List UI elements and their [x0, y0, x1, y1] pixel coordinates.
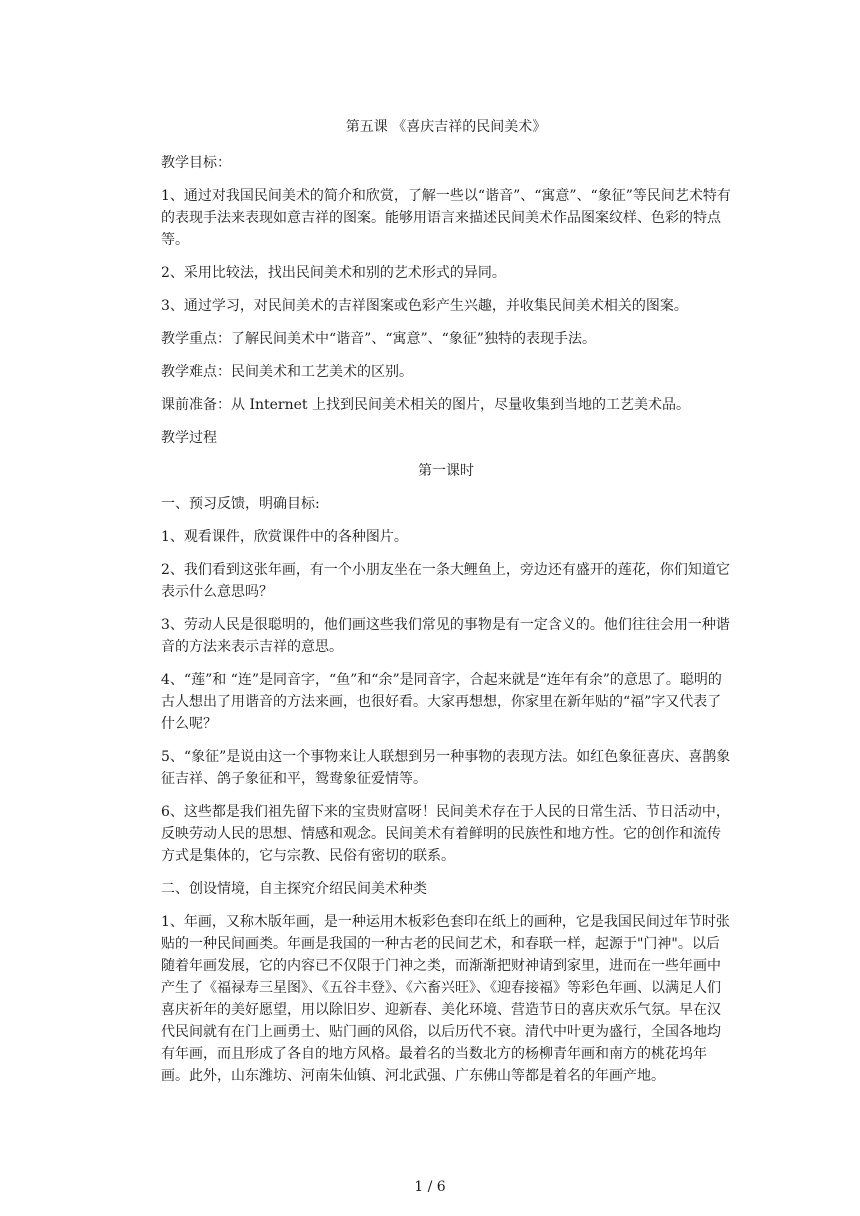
- paragraph-step-2: 2、我们看到这张年画，有一个小朋友坐在一条大鲤鱼上，旁边还有盛开的莲花，你们知道它表示什么意思吗？: [161, 562, 730, 600]
- paragraph-preparation: 课前准备：从 Internet 上找到民间美术相关的图片，尽量收集到当地的工艺美术品。: [161, 397, 690, 413]
- page-title: 第五课 《喜庆吉祥的民间美术》: [345, 119, 547, 135]
- paragraph-difficulties: 教学难点：民间美术和工艺美术的区别。: [161, 364, 413, 380]
- paragraph-part-two-heading: 二、创设情境，自主探究介绍民间美术种类: [161, 881, 427, 897]
- paragraph-process-heading: 教学过程: [161, 430, 217, 446]
- paragraph-part-one-heading: 一、预习反馈，明确目标:: [161, 496, 320, 512]
- paragraph-step-6: 6、这些都是我们祖先留下来的宝贵财富呀！民间美术存在于人民的日常生活、节日活动中，反映劳动人民的思想、情感和观念。民间美术有着鲜明的民族性和地方性。它的创作和流传方式是集体的，它与宗教、民俗有密切的联系。: [161, 804, 730, 864]
- paragraph-goal-3: 3、通过学习，对民间美术的吉祥图案或色彩产生兴趣，并收集民间美术相关的图案。: [161, 298, 688, 314]
- section-heading-first-lesson: 第一课时: [418, 463, 474, 479]
- paragraph-key-points: 教学重点：了解民间美术中“谐音”、“寓意”、“象征”独特的表现手法。: [161, 331, 596, 347]
- page-number: 1 / 6: [414, 1179, 446, 1195]
- paragraph-step-4: 4、“莲”和 “连”是同音字，“鱼”和“余”是同音字，合起来就是“连年有余”的意思了。聪明的古人想出了用谐音的方法来画，也很好看。大家再想想，你家里在新年贴的“福”字又代表了什么呢？: [161, 672, 722, 732]
- document-body: [161, 116, 731, 1098]
- paragraph-teaching-goals-heading: 教学目标：: [161, 155, 231, 171]
- paragraph-step-5: 5、“象征”是说由这一个事物来让人联想到另一种事物的表现方法。如红色象征喜庆、喜鹊象征吉祥、鸽子象征和平，鸳鸯象征爱情等。: [161, 749, 731, 787]
- paragraph-step-3: 3、劳动人民是很聪明的，他们画这些我们常见的事物是有一定含义的。他们往往会用一种谐音的方法来表示吉祥的意思。: [161, 617, 730, 655]
- paragraph-goal-1: 1、通过对我国民间美术的简介和欣赏，了解一些以“谐音”、“寓意”、“象征”等民间艺术特有的表现手法来表现如意吉祥的图案。能够用语言来描述民间美术作品图案纹样、色彩的特点等。: [161, 188, 731, 248]
- paragraph-goal-2: 2、采用比较法，找出民间美术和别的艺术形式的异同。: [161, 265, 506, 281]
- paragraph-step-1: 1、观看课件，欣赏课件中的各种图片。: [161, 529, 408, 545]
- paragraph-new-year-paintings: 1、年画，又称木版年画，是一种运用木板彩色套印在纸上的画种，它是我国民间过年节时张贴的一种民间画类。年画是我国的一种古老的民间艺术，和春联一样，起源于"门神"。以后随着年画发展，它的内容已不仅限于门神之类，而渐渐把财神请到家里，进而在一些年画中产生了《福禄寿三星图》、《五谷丰登》、《六畜兴旺》、《迎春接福》等彩色年画、以满足人们喜庆祈年的美好愿望，用以除旧岁、迎新春、美化环境、营造节日的喜庆欢乐气氛。早在汉代民间就有在门上画勇士、贴门画的风俗，以后历代不衰。清代中叶更为盛行，全国各地均有年画，而且形成了各自的地方风格。最着名的当数北方的杨柳青年画和南方的桃花坞年画。此外，山东潍坊、河南朱仙镇、河北武强、广东佛山等都是着名的年画产地。: [161, 914, 730, 1084]
